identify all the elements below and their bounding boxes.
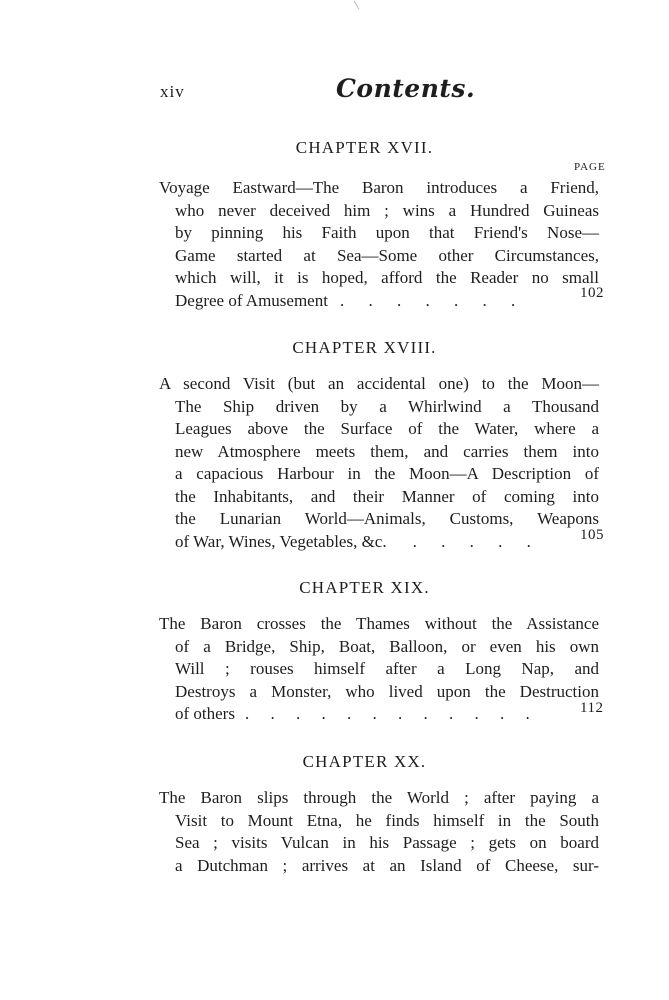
dot-leader: . . . . . . . . . . . . xyxy=(244,704,539,723)
entry-line: of a Bridge, Ship, Boat, Balloon, or even his own xyxy=(175,636,599,656)
entry-line: Voyage Eastward—The Baron introduces a Friend, xyxy=(159,178,599,197)
dot-leader: . . . . . . . xyxy=(339,290,526,310)
entry-line: The Ship driven by a Whirlwind a Thousand xyxy=(175,396,599,416)
entry-page-number: 105 xyxy=(580,527,604,543)
entry-line-last xyxy=(159,531,599,554)
scan-mark xyxy=(354,0,360,9)
entry-line: A second Visit (but an accidental one) to the Moon— xyxy=(159,374,599,393)
entry-line: who never deceived him ; wins a Hundred Guineas xyxy=(175,200,599,220)
entry-line-text: of others xyxy=(175,704,235,723)
contents-entry xyxy=(159,373,599,553)
contents-entry xyxy=(159,177,599,312)
entry-line-text: of War, Wines, Vegetables, &c. xyxy=(175,531,387,551)
entry-line: which will, it is hoped, afford the Reader no small xyxy=(175,268,599,287)
chapter-heading: CHAPTER XIX. xyxy=(299,578,430,597)
entry-line: new Atmosphere meets them, and carries them into xyxy=(175,441,599,461)
running-title: Contents. xyxy=(336,74,476,103)
entry-line: Game started at Sea—Some other Circumstances, xyxy=(175,245,599,265)
entry-line: by pinning his Faith upon that Friend's Nose— xyxy=(175,223,599,242)
page-number: xiv xyxy=(160,82,185,101)
chapter-heading: CHAPTER XVII. xyxy=(295,138,434,157)
entry-line: The Baron crosses the Thames without the Assistance xyxy=(159,614,599,633)
entry-line: a Dutchman ; arrives at an Island of Cheese, sur- xyxy=(175,855,599,875)
entry-line: the Lunarian World—Animals, Customs, Weapons xyxy=(175,509,599,528)
entry-page-number: 102 xyxy=(580,285,604,301)
entry-page-number: 112 xyxy=(580,700,604,716)
dot-leader: . . . . . xyxy=(412,531,541,551)
chapter-heading: CHAPTER XX. xyxy=(302,752,427,771)
entry-line: the Inhabitants, and their Manner of coming into xyxy=(175,486,599,506)
entry-line: Will ; rouses himself after a Long Nap, and xyxy=(175,659,599,678)
chapter-heading: CHAPTER XVIII. xyxy=(292,338,437,357)
entry-line-last xyxy=(159,703,599,726)
entry-line-last xyxy=(159,290,599,313)
entry-line: Sea ; visits Vulcan in his Passage ; gets on board xyxy=(175,833,599,852)
entry-line: Leagues above the Surface of the Water, where a xyxy=(175,419,599,438)
entry-line: The Baron slips through the World ; after paying a xyxy=(159,788,599,807)
entry-line: Visit to Mount Etna, he finds himself in the South xyxy=(175,810,599,830)
page-column-label: PAGE xyxy=(574,161,606,173)
entry-line: Destroys a Monster, who lived upon the Destruction xyxy=(175,681,599,701)
entry-line: a capacious Harbour in the Moon—A Description of xyxy=(175,464,599,483)
entry-line-text: Degree of Amusement xyxy=(175,290,328,310)
contents-entry xyxy=(159,787,599,877)
running-head xyxy=(0,74,669,104)
contents-entry xyxy=(159,613,599,726)
